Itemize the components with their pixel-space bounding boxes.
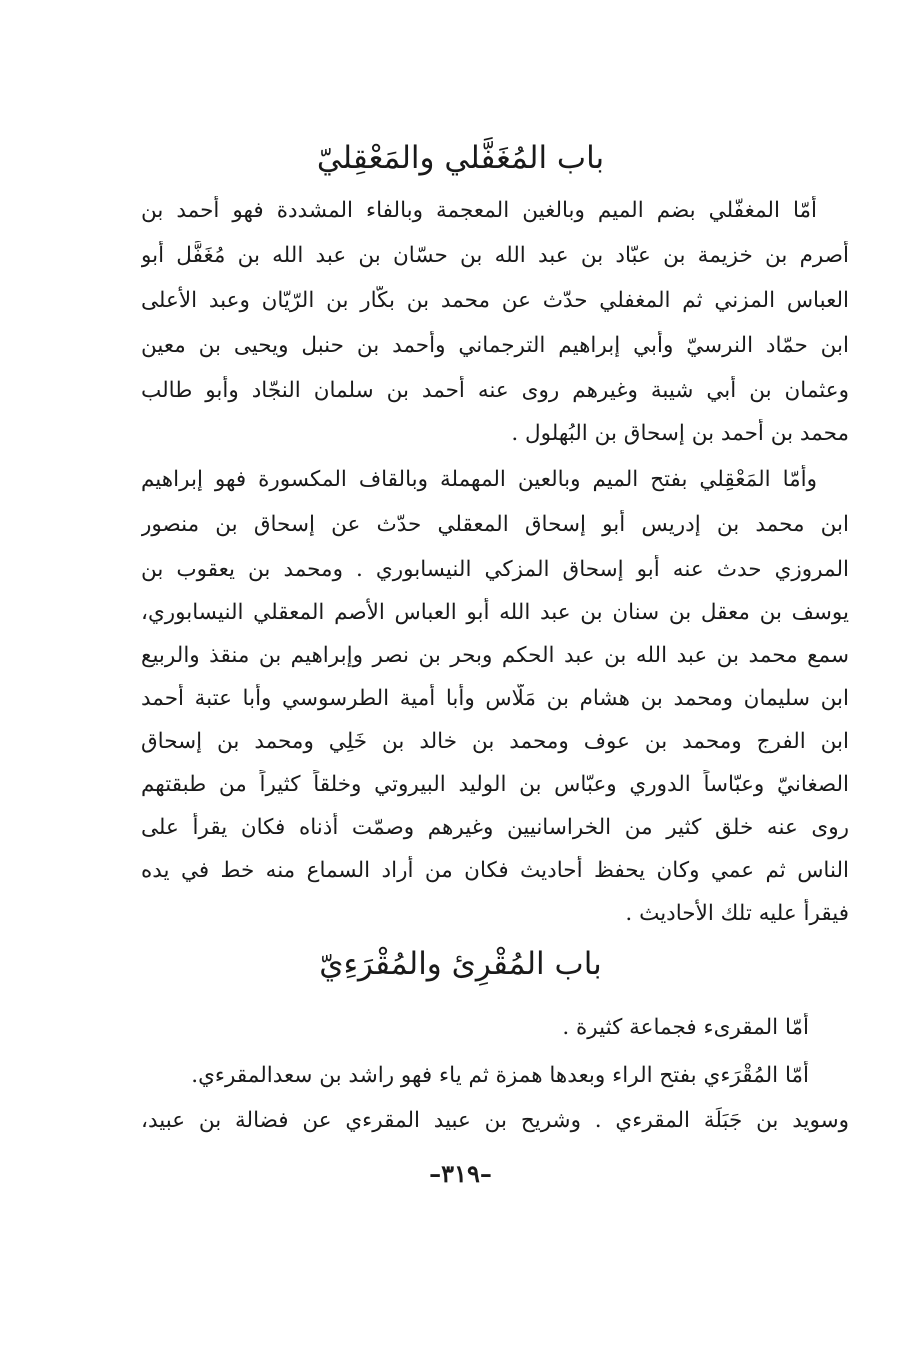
text-line: سمع محمد بن عبد الله بن عبد الحكم وبحر بن نصر وإبراهيم بن منقذ والربيع: [141, 643, 849, 668]
text-line: أصرم بن خزيمة بن عبّاد بن عبد الله بن حسّان بن عبد الله بن مُغَفَّل أبو: [141, 243, 849, 268]
text-line: وسويد بن جَبَلَة المقرءي . وشريح بن عبيد المقرءي عن فضالة بن عبيد،: [141, 1108, 849, 1133]
text-line: ابن سليمان ومحمد بن هشام بن مَلّاس وأبا أمية الطرسوسي وأبا عتبة أحمد: [141, 686, 849, 711]
text-line: أمّا المقرىء فجماعة كثيرة .: [562, 1015, 809, 1040]
text-line: أمّا المُقْرَءي بفتح الراء وبعدها همزة ثم ياء فهو راشد بن سعدالمقرءي.: [191, 1063, 809, 1088]
text-line: روى عنه خلق كثير من الخراسانيين وغيرهم وصمّت أذناه فكان يقرأ على: [141, 815, 849, 840]
text-line: ابن الفرج ومحمد بن عوف ومحمد بن خالد بن خَلِي ومحمد بن إسحاق: [141, 729, 849, 754]
text-line: ابن محمد بن إدريس أبو إسحاق المعقلي حدّث عن إسحاق بن منصور: [141, 512, 849, 537]
text-line: وأمّا المَعْقِلي بفتح الميم وبالعين المهملة وبالقاف المكسورة فهو إبراهيم: [141, 467, 817, 492]
text-line: فيقرأ عليه تلك الأحاديث .: [625, 901, 849, 926]
section-title-muqri: باب المُقْرِئ والمُقْرَءِيّ: [319, 946, 602, 982]
text-line: العباس المزني ثم المغفلي حدّث عن محمد بن بكّار بن الرّيّان وعبد الأعلى: [141, 288, 849, 313]
text-line: الناس ثم عمي وكان يحفظ أحاديث فكان من أراد السماع منه خط في يده: [141, 858, 849, 883]
text-line: أمّا المغفّلي بضم الميم وبالغين المعجمة وبالفاء المشددة فهو أحمد بن: [141, 198, 817, 223]
text-line: ابن حمّاد النرسيّ وأبي إبراهيم الترجماني وأحمد بن حنبل ويحيى بن معين: [141, 333, 849, 358]
text-line: المروزي حدث عنه أبو إسحاق المزكي النيسابوري . ومحمد بن يعقوب بن: [141, 557, 849, 582]
text-line: يوسف بن معقل بن سنان بن عبد الله أبو العباس الأصم المعقلي النيسابوري،: [141, 600, 849, 625]
text-line: وعثمان بن أبي شيبة وغيرهم روى عنه أحمد بن سلمان النجّاد وأبو طالب: [141, 378, 849, 403]
text-line: محمد بن أحمد بن إسحاق بن البُهلول .: [511, 421, 849, 446]
text-line: الصغانيّ وعبّاساً الدوري وعبّاس بن الوليد البيروتي وخلقاً كثيراً من طبقتهم: [141, 772, 849, 797]
section-title-mughaffali: باب المُغَفَّلي والمَعْقِليّ: [316, 140, 605, 176]
page-number: –٣١٩–: [429, 1159, 492, 1188]
